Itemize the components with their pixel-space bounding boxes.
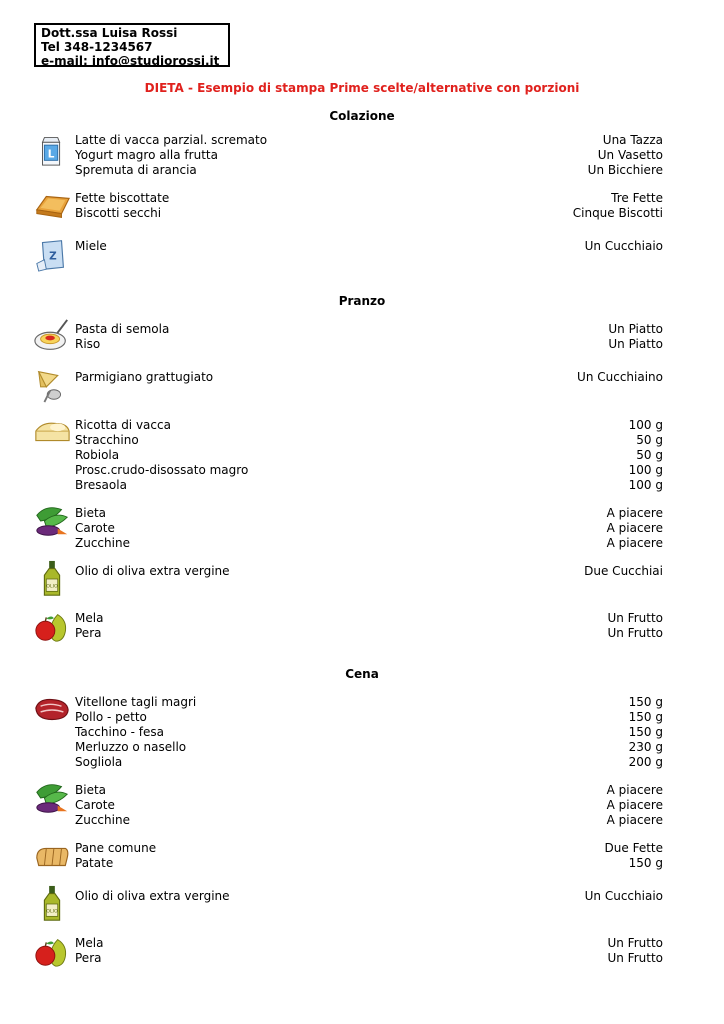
food-item: Tacchino - fesa 150 g <box>75 725 663 739</box>
food-item: Stracchino 50 g <box>75 433 663 447</box>
food-item: Vitellone tagli magri 150 g <box>75 695 663 709</box>
food-item: Patate 150 g <box>75 856 663 870</box>
vegetables-icon <box>33 779 71 817</box>
steak-icon <box>33 691 71 729</box>
food-item: Merluzzo o nasello 230 g <box>75 740 663 754</box>
milk-carton-icon <box>33 129 71 167</box>
svg-text:Z: Z <box>49 250 57 263</box>
food-item: Olio di oliva extra vergine Due Cucchiai <box>75 564 663 578</box>
parmesan-grater-icon <box>33 366 71 404</box>
food-item: Yogurt magro alla frutta Un Vasetto <box>75 148 663 162</box>
food-item: Pollo - petto 150 g <box>75 710 663 724</box>
doctor-phone: Tel 348-1234567 <box>41 40 153 54</box>
cheese-icon <box>33 414 71 452</box>
food-item: Parmigiano grattugiato Un Cucchiaino <box>75 370 663 384</box>
olive-oil-bottle-icon <box>33 560 71 598</box>
svg-text:L: L <box>47 148 55 161</box>
doctor-header-box <box>34 23 230 67</box>
olive-oil-bottle-icon <box>33 885 71 923</box>
food-item: Mela Un Frutto <box>75 936 663 950</box>
section-title-pranzo: Pranzo <box>338 294 386 308</box>
bread-icon <box>33 837 71 875</box>
fruit-icon <box>33 932 71 970</box>
food-item: Olio di oliva extra vergine Un Cucchiaio <box>75 889 663 903</box>
food-item: Biscotti secchi Cinque Biscotti <box>75 206 663 220</box>
section-title-colazione: Colazione <box>329 109 395 123</box>
food-item: Pane comune Due Fette <box>75 841 663 855</box>
food-item: Robiola 50 g <box>75 448 663 462</box>
page-title: DIETA - Esempio di stampa Prime scelte/alternative con porzioni <box>144 81 580 95</box>
food-item: Prosc.crudo-disossato magro 100 g <box>75 463 663 477</box>
food-item: Zucchine A piacere <box>75 813 663 827</box>
sugar-bag-icon <box>33 235 71 273</box>
food-item: Bieta A piacere <box>75 783 663 797</box>
food-item: Sogliola 200 g <box>75 755 663 769</box>
food-item: Spremuta di arancia Un Bicchiere <box>75 163 663 177</box>
food-item: Bresaola 100 g <box>75 478 663 492</box>
svg-text:OLIO: OLIO <box>46 584 58 590</box>
food-item: Miele Un Cucchiaio <box>75 239 663 253</box>
food-item: Pasta di semola Un Piatto <box>75 322 663 336</box>
vegetables-icon <box>33 502 71 540</box>
fruit-icon <box>33 607 71 645</box>
svg-text:OLIO: OLIO <box>46 909 58 915</box>
doctor-email: e-mail: info@studiorossi.it <box>41 54 220 68</box>
food-item: Fette biscottate Tre Fette <box>75 191 663 205</box>
food-item: Zucchine A piacere <box>75 536 663 550</box>
section-title-cena: Cena <box>345 667 379 681</box>
food-item: Carote A piacere <box>75 521 663 535</box>
food-item: Pera Un Frutto <box>75 626 663 640</box>
food-item: Bieta A piacere <box>75 506 663 520</box>
doctor-name: Dott.ssa Luisa Rossi <box>41 26 178 40</box>
food-item: Riso Un Piatto <box>75 337 663 351</box>
food-item: Mela Un Frutto <box>75 611 663 625</box>
food-item: Ricotta di vacca 100 g <box>75 418 663 432</box>
food-item: Latte di vacca parzial. scremato Una Tazza <box>75 133 663 147</box>
food-item: Carote A piacere <box>75 798 663 812</box>
pasta-plate-icon <box>33 318 71 356</box>
toast-icon <box>33 187 71 225</box>
food-item: Pera Un Frutto <box>75 951 663 965</box>
